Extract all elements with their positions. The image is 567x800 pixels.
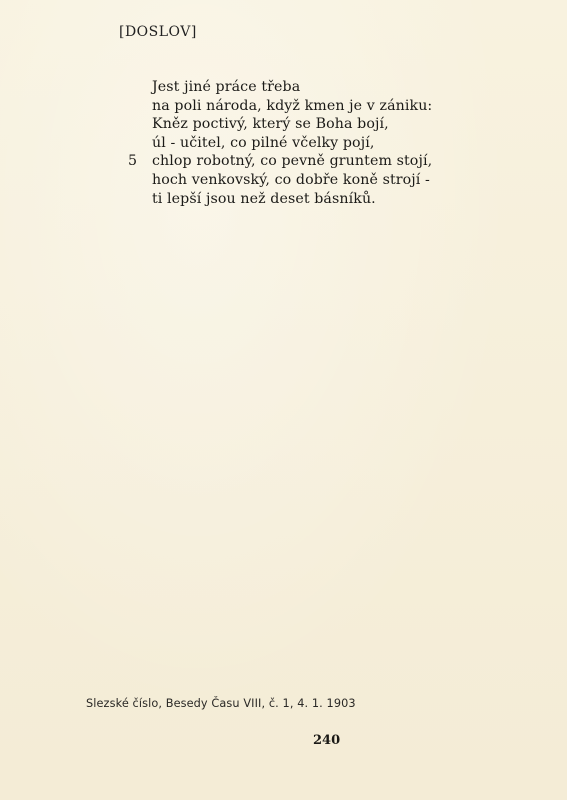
line-number: 5 (128, 153, 138, 170)
poem-line (152, 171, 472, 190)
poem-line (152, 97, 472, 116)
poem-line (128, 152, 472, 171)
line-text: chlop robotný, co pevně gruntem stojí, (152, 153, 433, 170)
poem-line (152, 78, 472, 97)
page-number: 240 (313, 733, 341, 748)
line-text: úl - učitel, co pilné včelky pojí, (152, 134, 375, 151)
section-header: [DOSLOV] (119, 24, 197, 40)
line-text: ti lepší jsou než deset básníků. (152, 190, 376, 207)
line-text: Kněz poctivý, který se Boha bojí, (152, 116, 389, 133)
poem-line (152, 134, 472, 153)
poem (128, 78, 472, 208)
source-note: Slezské číslo, Besedy Času VIII, č. 1, 4. 1. 1903 (86, 697, 356, 710)
line-text: na poli národa, když kmen je v zániku: (152, 97, 433, 114)
poem-line (152, 115, 472, 134)
line-text: hoch venkovský, co dobře koně strojí - (152, 171, 430, 188)
poem-line (152, 190, 472, 209)
line-text: Jest jiné práce třeba (152, 79, 301, 95)
